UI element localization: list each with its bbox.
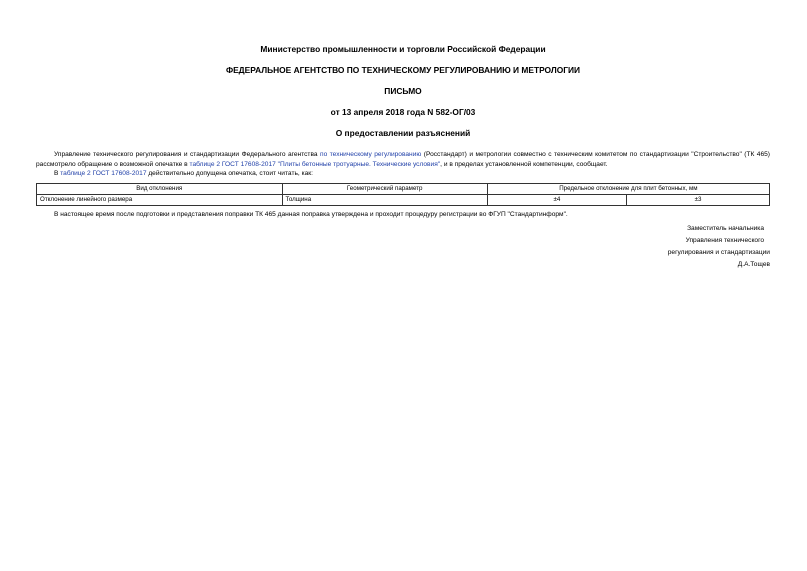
cell-deviation: Отклонение линейного размера	[37, 194, 283, 205]
header-deviation-type: Вид отклонения	[37, 183, 283, 194]
document-subject: О предоставлении разъяснений	[335, 128, 471, 138]
cell-value-2: ±3	[627, 194, 770, 205]
link-gost-table-2[interactable]: таблице 2 ГОСТ 17608-2017	[60, 170, 147, 177]
typo-prefix: В	[54, 170, 61, 177]
intro-text-1: Управление технического регулирования и стандартизации Федерального агентства	[54, 151, 321, 158]
signature-position-2: Управления технического	[685, 237, 764, 244]
document-date: от 13 апреля 2018 года N 582-ОГ/03	[330, 107, 476, 117]
signature-position-1: Заместитель начальника	[687, 225, 764, 232]
typo-paragraph	[36, 169, 770, 179]
intro-text-3: , и в пределах установленной компетенции, сообщает.	[440, 160, 608, 168]
closing-paragraph: В настоящее время после подготовки и представления поправки ТК 465 данная поправка утверждена и проходит процедуру регистрации во ФГУП "Стандартинформ".	[54, 210, 568, 218]
intro-text-2: (Росстандарт) и метрологии совместно с техническим комитетом по стандартизации "Строительство" (ТК 465) рассмотрело обращение о возможной опечатке в	[36, 151, 770, 168]
cell-value-1: ±4	[487, 194, 626, 205]
agency-heading: ФЕДЕРАЛЬНОЕ АГЕНТСТВО ПО ТЕХНИЧЕСКОМУ РЕГУЛИРОВАНИЮ И МЕТРОЛОГИИ	[225, 65, 581, 75]
link-gost-table[interactable]: таблице 2 ГОСТ 17608-2017 "Плиты бетонные тротуарные. Технические условия"	[189, 160, 441, 168]
header-limit-deviation: Предельное отклонение для плит бетонных, мм	[487, 183, 769, 194]
link-technical-regulation[interactable]: по техническому регулированию	[320, 151, 422, 158]
table-row	[37, 194, 770, 205]
intro-paragraph	[36, 150, 770, 169]
table-header-row	[37, 183, 770, 194]
document-page	[36, 44, 770, 271]
signature-block	[36, 223, 770, 271]
document-type: ПИСЬМО	[384, 86, 422, 96]
signature-position-3: регулирования и стандартизации	[667, 249, 770, 256]
errata-table	[36, 183, 770, 206]
signature-name: Д.А.Тощев	[737, 261, 770, 268]
cell-parameter: Толщина	[282, 194, 487, 205]
header-geometric-parameter: Геометрический параметр	[282, 183, 487, 194]
ministry-heading: Министерство промышленности и торговли Российской Федерации	[260, 44, 546, 54]
typo-suffix: действительно допущена опечатка, стоит читать, как:	[146, 170, 313, 177]
